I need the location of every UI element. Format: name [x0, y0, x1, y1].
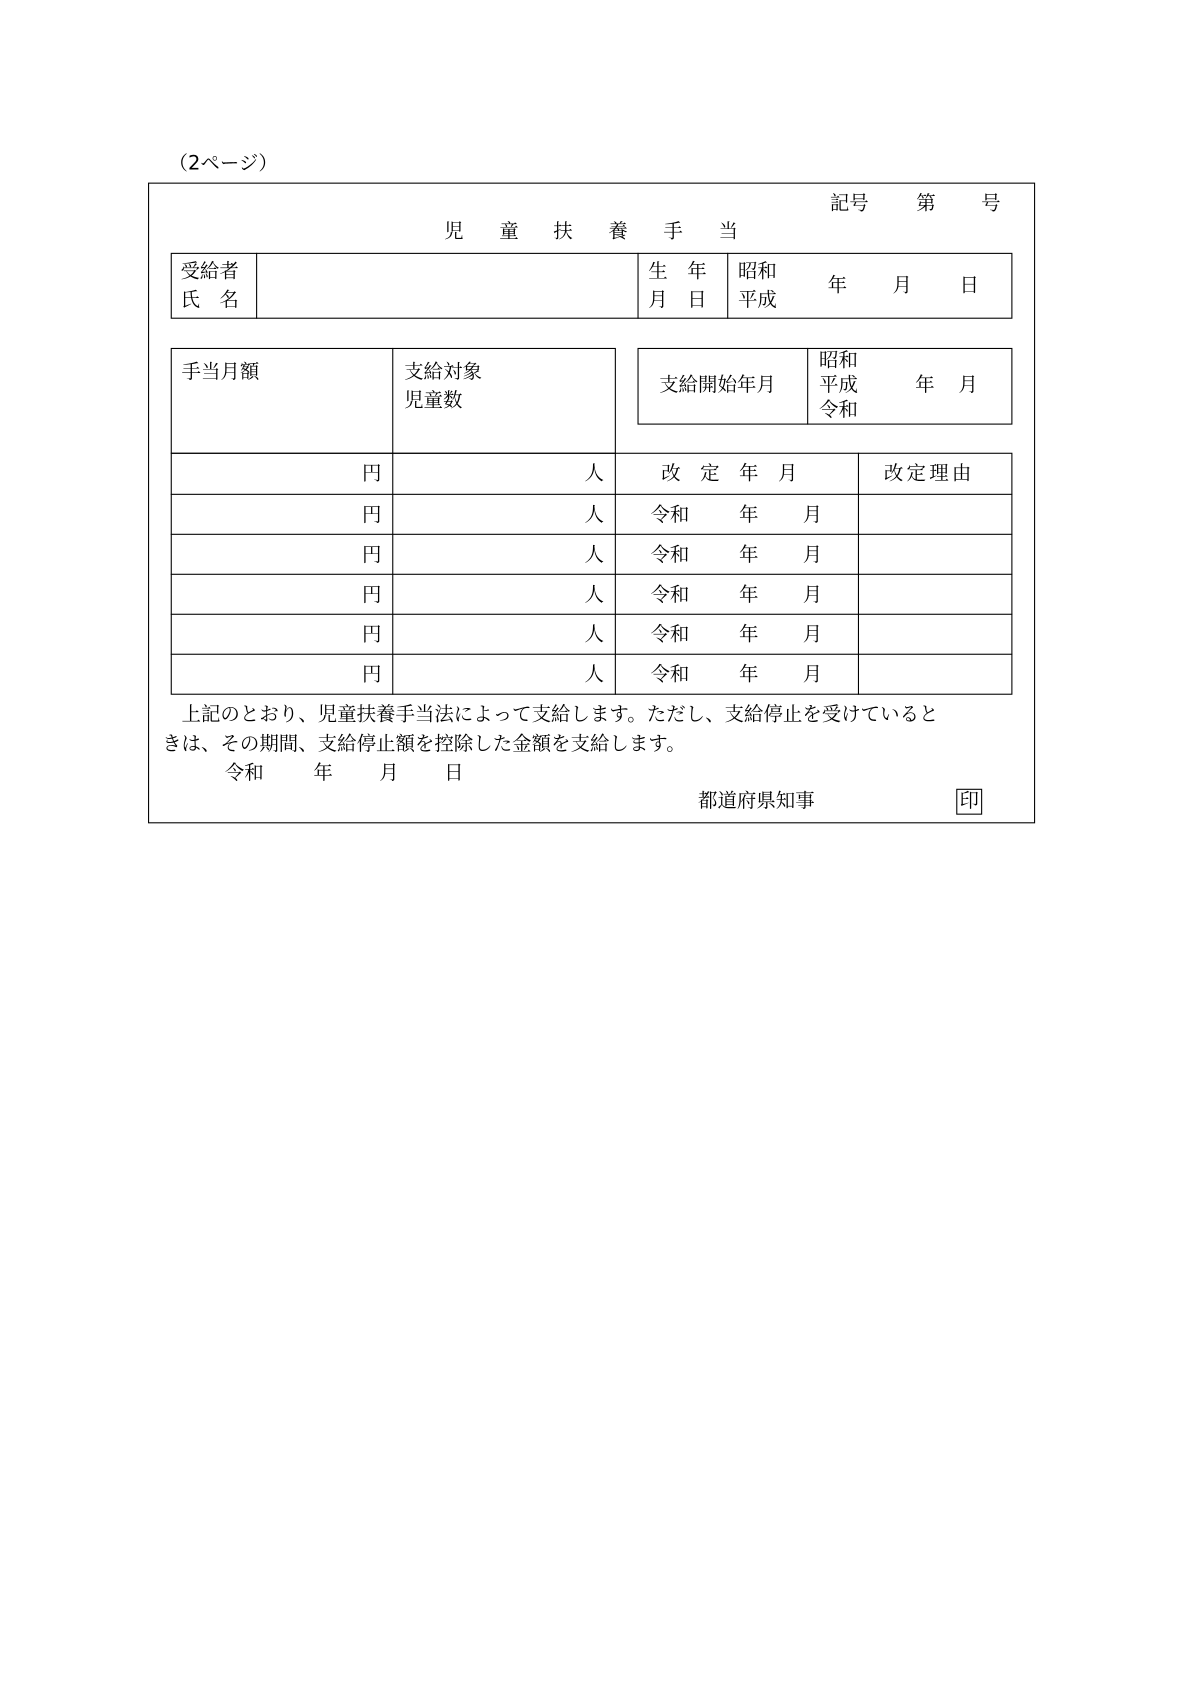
recipient-label: 受給者	[180, 260, 239, 284]
yen-unit: 円	[361, 543, 382, 567]
row-month-unit: 月	[802, 583, 823, 607]
title-char: 養	[608, 220, 628, 244]
row-month-unit: 月	[802, 543, 823, 567]
seal-box: 印	[956, 789, 982, 815]
row-year-unit: 年	[739, 663, 759, 687]
birth-day-unit: 日	[959, 274, 979, 298]
row-era: 令和	[650, 623, 690, 647]
start-month-unit: 月	[958, 373, 978, 397]
person-unit: 人	[584, 583, 604, 607]
children-count-label: 支給対象	[404, 360, 482, 384]
statement-line-1: 上記のとおり、児童扶養手当法によって支給します。ただし、支給停止を受けていると	[181, 703, 939, 727]
go-label: 号	[981, 192, 1001, 216]
row-year-unit: 年	[739, 583, 759, 607]
person-unit: 人	[584, 543, 604, 567]
yen-unit: 円	[361, 583, 382, 607]
title-char: 扶	[553, 220, 573, 244]
person-unit: 人	[584, 623, 604, 647]
row-year-unit: 年	[739, 503, 759, 527]
recipient-table	[171, 253, 1013, 319]
birthdate-label-2: 月 日	[648, 288, 707, 312]
row-era: 令和	[650, 663, 690, 687]
birthdate-label: 生 年	[648, 260, 707, 284]
start-era-showa: 昭和	[819, 349, 858, 372]
row-era: 令和	[650, 583, 690, 607]
row-month-unit: 月	[802, 503, 823, 527]
era-heisei: 平成	[737, 288, 777, 312]
yen-unit: 円	[361, 503, 382, 527]
row-era: 令和	[650, 543, 690, 567]
yen-unit: 円	[361, 623, 382, 647]
page-label: （2ページ）	[168, 152, 278, 176]
start-year-unit: 年	[915, 373, 935, 397]
start-era-heisei: 平成	[819, 373, 858, 397]
birth-month-unit: 月	[892, 274, 912, 298]
issue-year-unit: 年	[313, 761, 333, 785]
children-count-label-2: 児童数	[404, 388, 463, 412]
dai-label: 第	[916, 192, 936, 216]
title-char: 児	[444, 220, 464, 244]
row-era: 令和	[650, 503, 690, 527]
yen-unit: 円	[361, 663, 382, 687]
statement-line-2: きは、その期間、支給停止額を控除した金額を支給します。	[162, 732, 686, 756]
birth-year-unit: 年	[827, 274, 848, 298]
issue-era: 令和	[224, 761, 264, 785]
start-date-label: 支給開始年月	[659, 373, 776, 397]
row-year-unit: 年	[739, 623, 759, 647]
row-month-unit: 月	[802, 623, 823, 647]
title-char: 当	[718, 220, 738, 244]
issue-day-unit: 日	[444, 761, 464, 785]
person-unit: 人	[584, 503, 604, 527]
revision-reason-header: 改定理由	[883, 462, 975, 486]
person-unit: 人	[584, 462, 604, 486]
revision-date-header: 改 定 年 月	[661, 462, 798, 486]
row-month-unit: 月	[802, 663, 823, 687]
start-era-reiwa: 令和	[819, 398, 858, 422]
kigo-label: 記号	[829, 192, 869, 216]
yen-unit: 円	[361, 462, 382, 486]
title-char: 童	[499, 220, 519, 244]
row-year-unit: 年	[739, 543, 759, 567]
person-unit: 人	[584, 663, 604, 687]
issue-month-unit: 月	[379, 761, 399, 785]
era-showa: 昭和	[737, 260, 777, 284]
issuer-label: 都道府県知事	[698, 789, 815, 813]
title-char: 手	[663, 220, 683, 244]
monthly-amount-label: 手当月額	[181, 360, 260, 384]
recipient-name-label: 氏 名	[180, 288, 239, 312]
